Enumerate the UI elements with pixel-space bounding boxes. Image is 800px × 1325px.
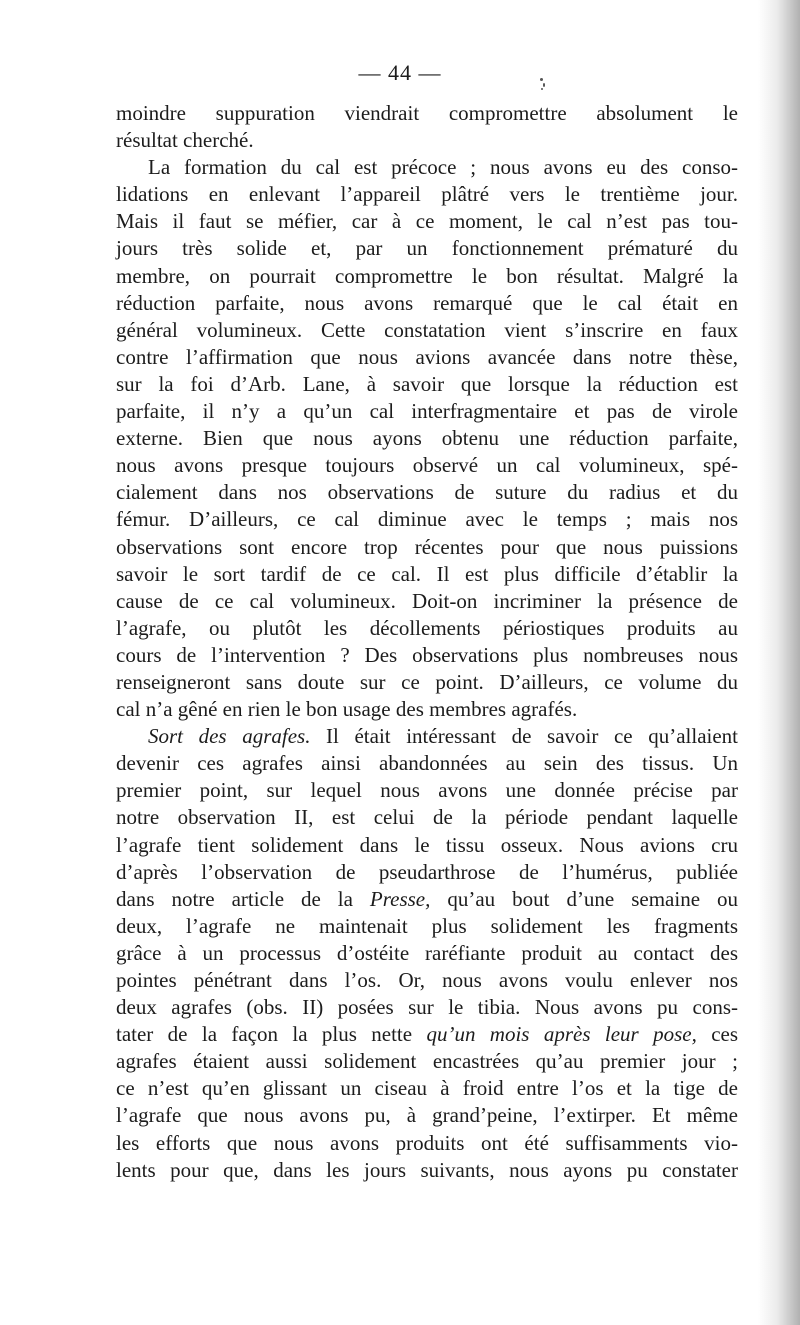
text-line: renseigneront sans doute sur ce point. D’ailleurs, ce volume du <box>116 669 738 694</box>
text-line: l’agrafe tient solidement dans le tissu osseux. Nous avions cru <box>116 832 738 857</box>
text-run: dans notre article de la <box>116 886 370 911</box>
text-line: jours très solide et, par un fonctionnement prématuré du <box>116 236 738 261</box>
text-line: parfaite, il n’y a qu’un cal interfragmentaire et pas de virole <box>116 399 738 424</box>
body-text <box>116 100 738 1184</box>
page-number: — 44 — <box>358 60 442 85</box>
text-line: nous avons presque toujours observé un cal volumineux, spé- <box>116 453 738 478</box>
text-line: deux, l’agrafe ne maintenait plus solidement les fragments <box>116 913 738 938</box>
text-run: qu’au bout d’une semaine ou <box>430 886 738 911</box>
text-line <box>116 886 738 913</box>
text-run: ces <box>696 1022 739 1047</box>
text-line: ce n’est qu’en glissant un ciseau à froid entre l’os et la tige de <box>116 1076 738 1101</box>
text-line: premier point, sur lequel nous avons une donnée précise par <box>116 778 738 803</box>
text-line: savoir le sort tardif de ce cal. Il est plus difficile d’établir la <box>116 561 738 586</box>
section-heading: Sort des agrafes. <box>148 724 311 749</box>
text-line: lidations en enlevant l’appareil plâtré vers le trentième jour. <box>116 182 738 207</box>
text-line: La formation du cal est précoce ; nous avons eu des conso- <box>148 155 738 180</box>
text-line: membre, on pourrait compromettre le bon résultat. Malgré la <box>116 263 738 288</box>
text-line: l’agrafe, ou plutôt les décollements périostiques produits au <box>116 615 738 640</box>
text-line: contre l’affirmation que nous avions avancée dans notre thèse, <box>116 344 738 369</box>
text-line <box>116 723 738 750</box>
text-line: cours de l’intervention ? Des observations plus nombreuses nous <box>116 642 738 667</box>
italic-title: Presse, <box>369 886 431 911</box>
text-line: résultat cherché. <box>116 128 254 153</box>
text-line: l’agrafe que nous avons pu, à grand’peine, l’extirper. Et même <box>116 1103 738 1128</box>
text-line: général volumineux. Cette constatation vient s’inscrire en faux <box>116 317 738 342</box>
text-line: fémur. D’ailleurs, ce cal diminue avec le temps ; mais nos <box>116 507 738 532</box>
italic-phrase: qu’un mois après leur pose, <box>426 1022 697 1047</box>
text-run: tater de la façon la plus nette <box>116 1022 427 1047</box>
text-line: deux agrafes (obs. II) posées sur le tibia. Nous avons pu cons- <box>116 995 738 1020</box>
text-line: sur la foi d’Arb. Lane, à savoir que lorsque la réduction est <box>116 371 738 396</box>
page-edge-shadow <box>758 0 800 1325</box>
text-run: Il était intéressant de savoir ce qu’allaient <box>310 724 738 749</box>
text-line: cause de ce cal volumineux. Doit-on incriminer la présence de <box>116 588 738 613</box>
text-line: Mais il faut se méfier, car à ce moment, le cal n’est pas tou- <box>116 209 738 234</box>
text-line: moindre suppuration viendrait compromettre absolument le <box>116 101 738 125</box>
text-line: grâce à un processus d’ostéite raréfiante produit au contact des <box>116 940 738 965</box>
text-line: agrafes étaient aussi solidement encastrées qu’au premier jour ; <box>116 1049 738 1074</box>
text-line: les efforts que nous avons produits ont été suffisamments vio- <box>116 1130 738 1155</box>
text-line: cal n’a gêné en rien le bon usage des membres agrafés. <box>116 697 578 722</box>
text-line <box>116 1021 738 1048</box>
print-specks <box>538 78 548 92</box>
text-line: observations sont encore trop récentes pour que nous puissions <box>116 534 738 559</box>
text-line: lents pour que, dans les jours suivants, nous ayons pu constater <box>116 1157 738 1182</box>
text-line: cialement dans nos observations de suture du radius et du <box>116 480 738 505</box>
text-line: devenir ces agrafes ainsi abandonnées au sein des tissus. Un <box>116 751 738 776</box>
text-line: réduction parfaite, nous avons remarqué que le cal était en <box>116 290 738 315</box>
text-line: pointes pénétrant dans l’os. Or, nous avons voulu enlever nos <box>116 968 738 992</box>
text-line: d’après l’observation de pseudarthrose de l’humérus, publiée <box>116 859 738 884</box>
text-line: notre observation II, est celui de la période pendant laquelle <box>116 805 738 830</box>
text-line: externe. Bien que nous ayons obtenu une réduction parfaite, <box>116 426 738 451</box>
